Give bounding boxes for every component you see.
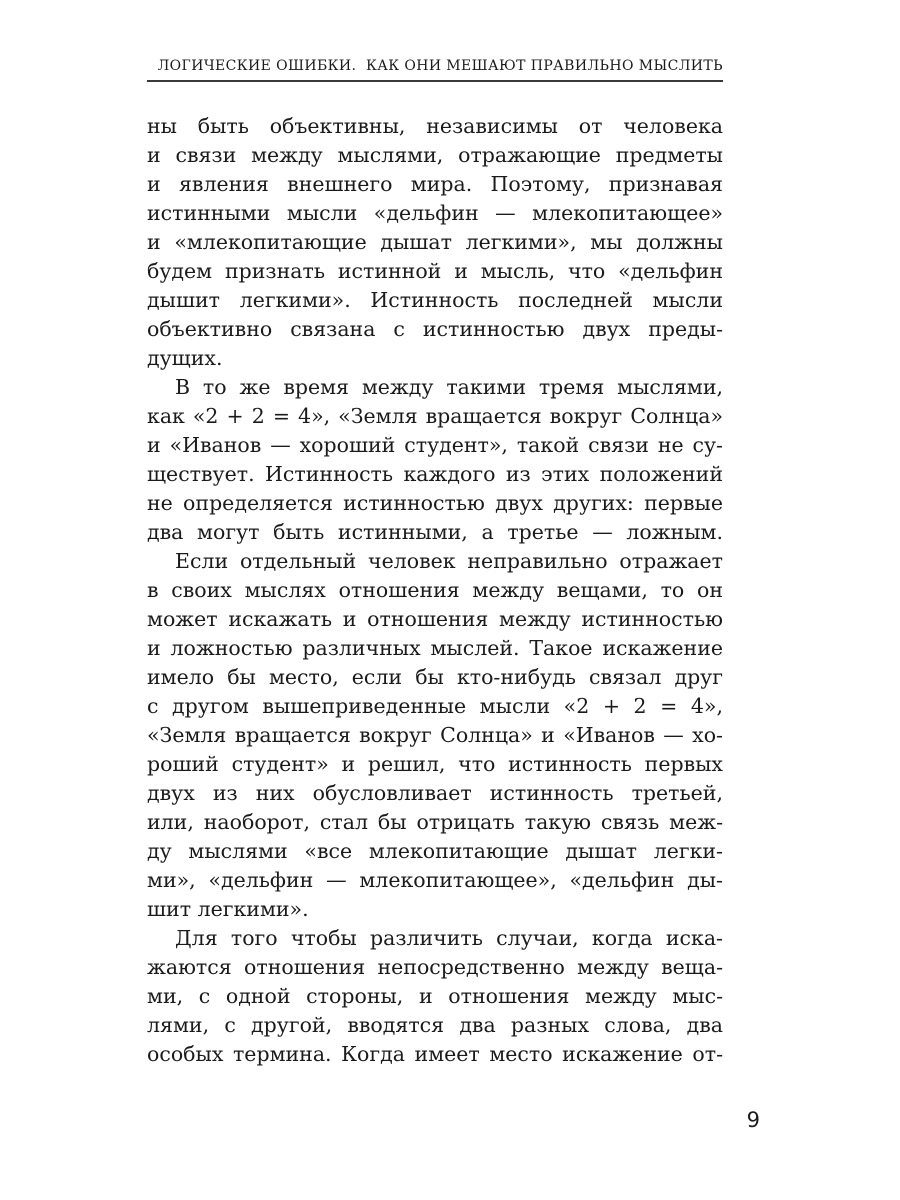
text-line: может искажать и отношения между истинностью [147,607,723,631]
text-line: жаются отношения непосредственно между веща- [147,955,723,979]
text-line: дущих. [147,346,223,370]
text-line: ны быть объективны, независимы от человека [147,114,723,138]
text-line: «Земля вращается вокруг Солнца» и «Иванов — хо- [147,723,723,747]
text-line: Если отдельный человек неправильно отражает [175,549,723,573]
text-line: роший студент» и решил, что истинность первых [147,752,723,776]
text-line: два могут быть истинными, а третье — ложным. [147,520,723,544]
text-line: лями, с другой, вводятся два разных слова, два [147,1013,723,1037]
text-line: или, наоборот, стал бы отрицать такую связь меж- [147,810,723,834]
text-line: и явления внешнего мира. Поэтому, признавая [147,172,723,196]
text-line: ми, с одной стороны, и отношения между мыс- [147,984,723,1008]
text-line: как «2 + 2 = 4», «Земля вращается вокруг Солнца» [147,404,723,428]
text-line: в своих мыслях отношения между вещами, то он [147,578,723,602]
text-line: двух из них обусловливает истинность третьей, [147,781,723,805]
text-line: особых термина. Когда имеет место искажение от- [147,1042,723,1066]
text-line: и «Иванов — хороший студент», такой связи не су- [147,433,723,457]
text-line: В то же время между такими тремя мыслями, [175,375,723,399]
text-line: будем признать истинной и мысль, что «дельфин [147,259,723,283]
text-line: истинными мысли «дельфин — млекопитающее» [147,201,723,225]
text-line: ми», «дельфин — млекопитающее», «дельфин ды- [147,868,723,892]
text-line: с другом вышеприведенные мысли «2 + 2 = 4», [147,694,723,718]
text-line: Для того чтобы различить случаи, когда иска- [175,926,723,950]
text-line: и связи между мыслями, отражающие предметы [147,143,723,167]
text-line: ду мыслями «все млекопитающие дышат легки- [147,839,723,863]
text-line: ществует. Истинность каждого из этих положений [147,462,723,486]
text-line: и «млекопитающие дышат легкими», мы должны [147,230,723,254]
page-number: 9 [746,1108,760,1132]
text-line: дышит легкими». Истинность последней мысли [147,288,723,312]
text-block [147,112,723,1069]
text-line: объективно связана с истинностью двух преды- [147,317,723,341]
running-header [147,58,723,82]
text-line: имело бы место, если бы кто-нибудь связал друг [147,665,723,689]
running-header-title: ЛОГИЧЕСКИЕ ОШИБКИ. КАК ОНИ МЕШАЮТ ПРАВИЛЬНО МЫСЛИТЬ [157,58,723,74]
text-line: шит легкими». [147,897,309,921]
text-line: не определяется истинностью двух других: первые [147,491,723,515]
text-line: и ложностью различных мыслей. Такое искажение [147,636,723,660]
